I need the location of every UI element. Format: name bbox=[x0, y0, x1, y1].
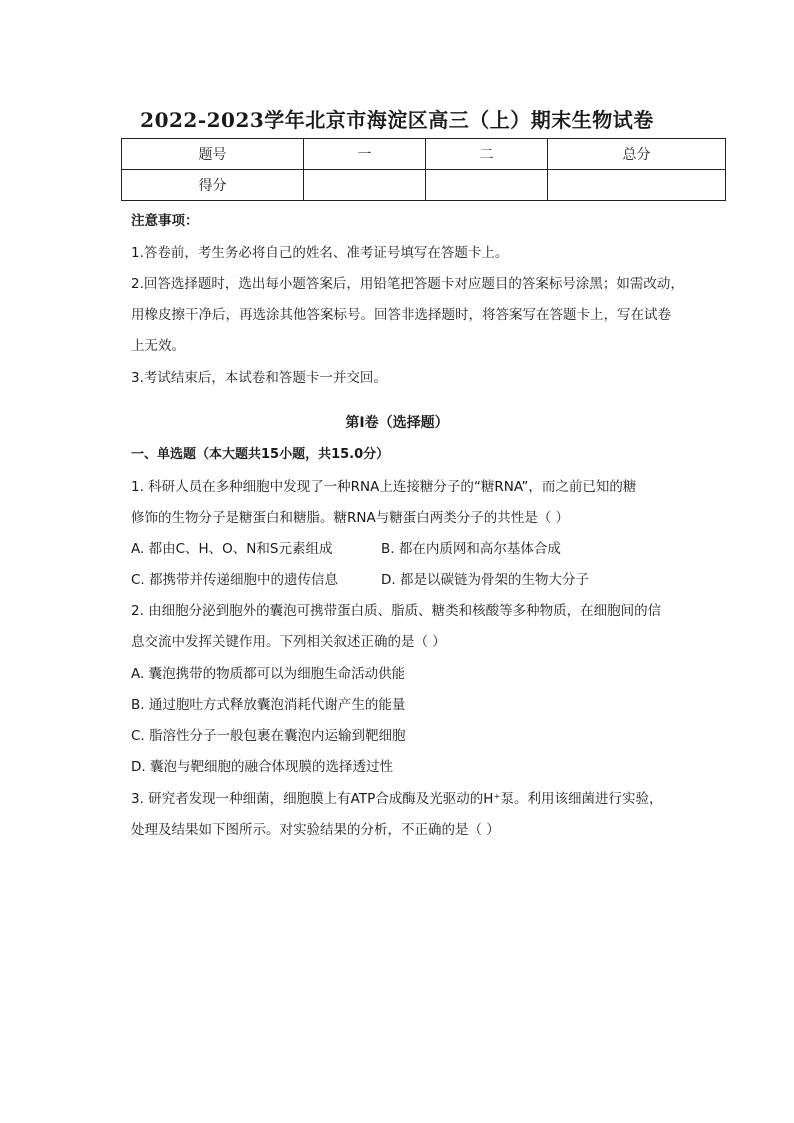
section-title: 一、单选题（本大题共15小题，共15.0分） bbox=[131, 447, 390, 462]
question-1-option-c: C. 都携带并传递细胞中的遗传信息 bbox=[131, 572, 339, 588]
question-2-line: 息交流中发挥关键作用。下列相关叙述正确的是（ ） bbox=[131, 634, 446, 650]
score-table bbox=[121, 138, 726, 201]
score-cell bbox=[548, 170, 726, 201]
score-header-cell: 总分 bbox=[548, 139, 726, 170]
notice-heading: 注意事项： bbox=[131, 213, 199, 229]
notice-line: 上无效。 bbox=[131, 338, 185, 354]
question-1-option-b: B. 都在内质网和高尔基体合成 bbox=[381, 541, 561, 557]
question-1-line: 修饰的生物分子是糖蛋白和糖脂。糖RNA与糖蛋白两类分子的共性是（ ） bbox=[131, 510, 570, 526]
notice-line: 1.答卷前，考生务必将自己的姓名、准考证号填写在答题卡上。 bbox=[131, 245, 509, 261]
score-header-cell: 一 bbox=[304, 139, 426, 170]
question-2-option-a: A. 囊泡携带的物质都可以为细胞生命活动供能 bbox=[131, 666, 406, 682]
notice-line: 3.考试结束后，本试卷和答题卡一并交回。 bbox=[131, 370, 387, 386]
question-3-line: 3. 研究者发现一种细菌，细胞膜上有ATP合成酶及光驱动的H⁺泵。利用该细菌进行实验， bbox=[131, 791, 663, 807]
part-title: 第Ⅰ卷（选择题） bbox=[345, 415, 449, 431]
page-title: 2022-2023学年北京市海淀区高三（上）期末生物试卷 bbox=[140, 108, 654, 132]
score-table-header-row bbox=[122, 139, 726, 170]
question-1-option-d: D. 都是以碳链为骨架的生物大分子 bbox=[381, 572, 589, 588]
score-header-cell: 二 bbox=[426, 139, 548, 170]
notice-line: 2.回答选择题时，选出每小题答案后，用铅笔把答题卡对应题目的答案标号涂黑；如需改动， bbox=[131, 276, 684, 292]
question-2-option-b: B. 通过胞吐方式释放囊泡消耗代谢产生的能量 bbox=[131, 697, 406, 713]
score-cell bbox=[304, 170, 426, 201]
question-1-option-a: A. 都由C、H、O、N和S元素组成 bbox=[131, 541, 333, 557]
score-cell bbox=[426, 170, 548, 201]
question-2-line: 2. 由细胞分泌到胞外的囊泡可携带蛋白质、脂质、糖类和核酸等多种物质，在细胞间的信 bbox=[131, 603, 662, 619]
score-header-cell: 题号 bbox=[122, 139, 304, 170]
score-cell: 得分 bbox=[122, 170, 304, 201]
question-3-line: 处理及结果如下图所示。对实验结果的分析，不正确的是（ ） bbox=[131, 822, 500, 838]
score-table-row bbox=[122, 170, 726, 201]
question-1-line: 1. 科研人员在多种细胞中发现了一种RNA上连接糖分子的“糖RNA”，而之前已知的糖 bbox=[131, 479, 637, 495]
question-2-option-d: D. 囊泡与靶细胞的融合体现膜的选择透过性 bbox=[131, 759, 393, 775]
notice-line: 用橡皮擦干净后，再选涂其他答案标号。回答非选择题时，将答案写在答题卡上，写在试卷 bbox=[131, 307, 671, 323]
question-2-option-c: C. 脂溶性分子一般包裹在囊泡内运输到靶细胞 bbox=[131, 728, 406, 744]
